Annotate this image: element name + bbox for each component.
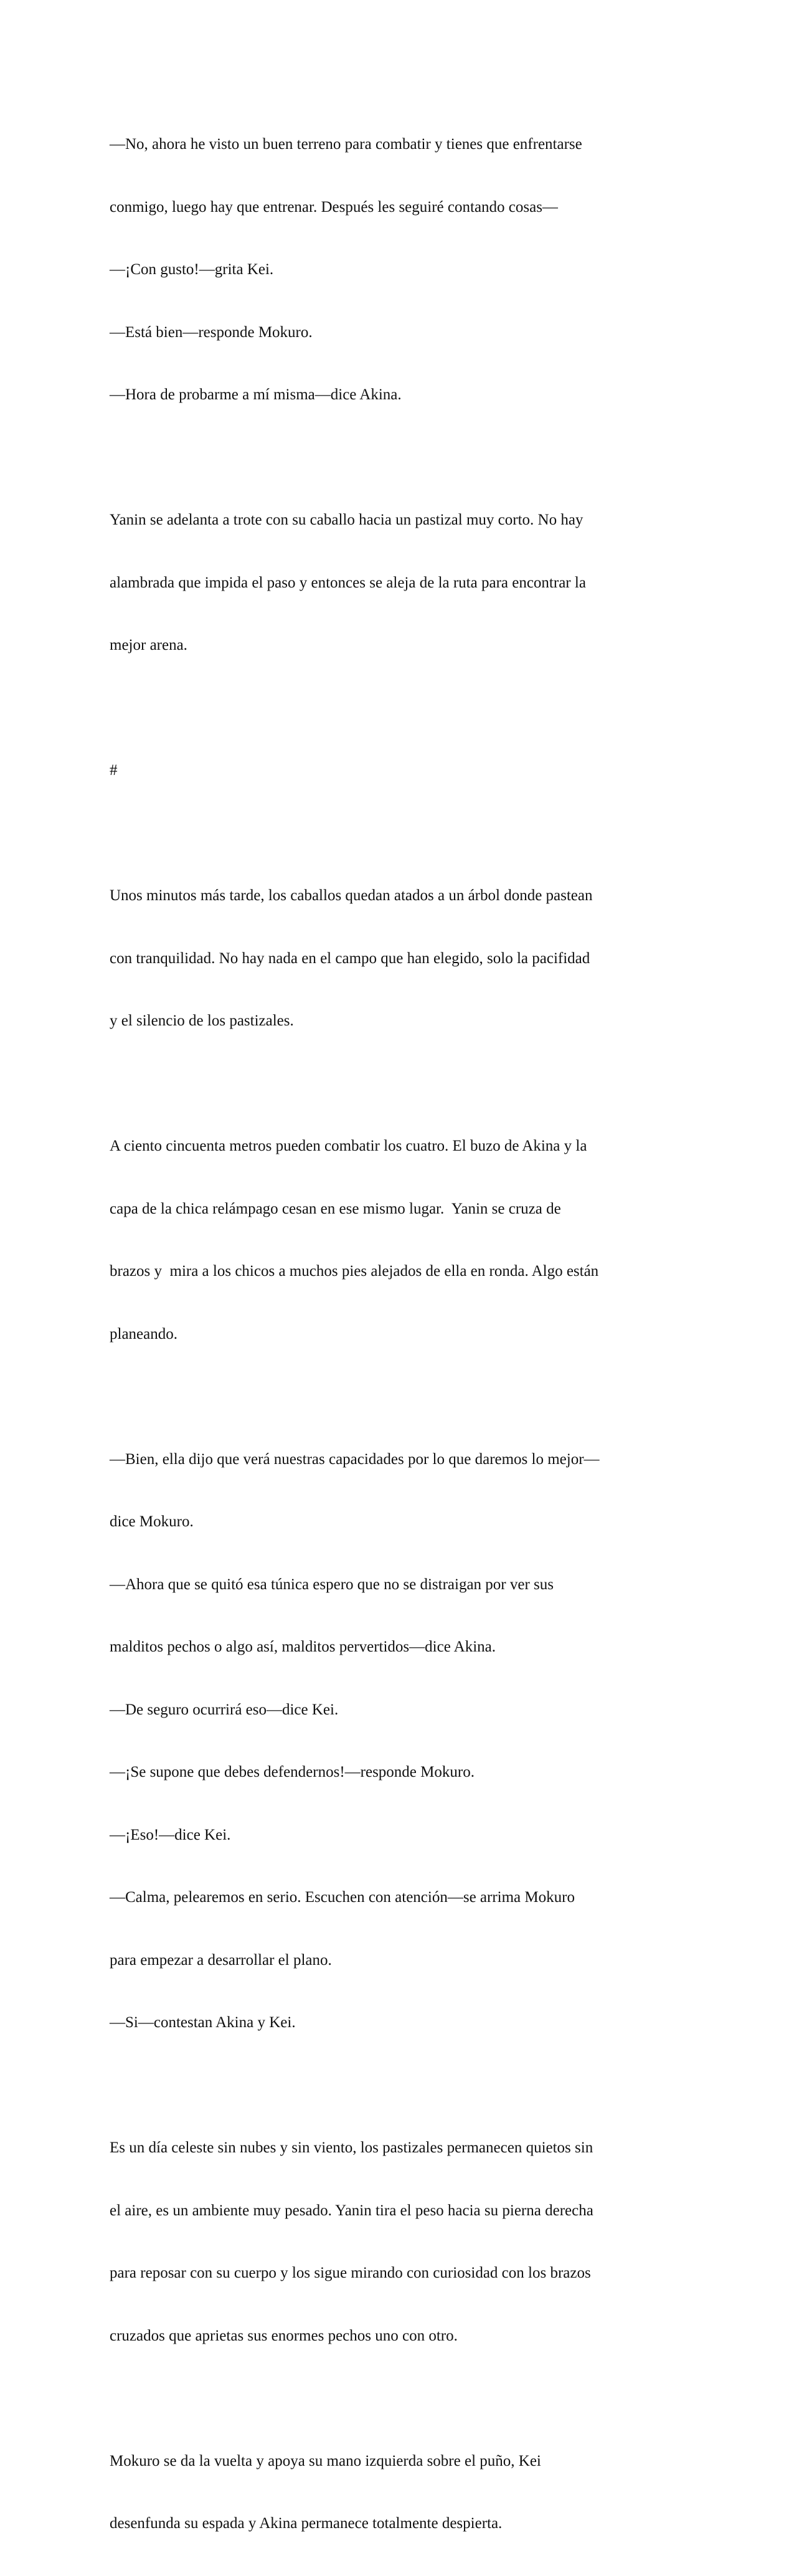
text-line: —¡Eso!—dice Kei. bbox=[110, 1826, 231, 1843]
text-line: y el silencio de los pastizales. bbox=[110, 1012, 294, 1029]
text-line: —¡Se supone que debes defendernos!—responde Mokuro. bbox=[110, 1764, 475, 1780]
text-line: —Hora de probarme a mí misma—dice Akina. bbox=[110, 386, 402, 403]
text-line: Yanin se adelanta a trote con su caballo hacia un pastizal muy corto. No hay bbox=[110, 511, 584, 528]
blank-line bbox=[110, 2388, 689, 2409]
text-line: dice Mokuro. bbox=[110, 1513, 194, 1530]
text-line: A ciento cincuenta metros pueden combatir los cuatro. El buzo de Akina y la bbox=[110, 1138, 587, 1154]
text-line: cruzados que aprietas sus enormes pechos uno con otro. bbox=[110, 2327, 458, 2344]
text-line: alambrada que impida el paso y entonces se aleja de la ruta para encontrar la bbox=[110, 574, 586, 591]
blank-line bbox=[110, 1073, 689, 1095]
text-line: el aire, es un ambiente muy pesado. Yanin tira el peso hacia su pierna derecha bbox=[110, 2202, 593, 2219]
text-line: conmigo, luego hay que entrenar. Después les seguiré contando cosas— bbox=[110, 198, 558, 216]
text-line: planeando. bbox=[110, 1325, 177, 1343]
blank-line bbox=[110, 447, 689, 468]
text-line: capa de la chica relámpago cesan en ese mismo lugar. Yanin se cruza de bbox=[110, 1200, 561, 1217]
text-line: desenfunda su espada y Akina permanece totalmente despierta. bbox=[110, 2515, 503, 2532]
text-line: —Bien, ella dijo que verá nuestras capacidades por lo que daremos lo mejor— bbox=[110, 1450, 600, 1468]
text-line: malditos pechos o algo así, malditos pervertidos—dice Akina. bbox=[110, 1638, 496, 1655]
blank-line bbox=[110, 698, 689, 719]
text-line: con tranquilidad. No hay nada en el campo que han elegido, solo la pacifidad bbox=[110, 949, 590, 967]
blank-line bbox=[110, 1386, 689, 1407]
text-line: —Está bien—responde Mokuro. bbox=[110, 323, 313, 341]
text-line: para reposar con su cuerpo y los sigue mirando con curiosidad con los brazos bbox=[110, 2265, 591, 2281]
text-line: Es un día celeste sin nubes y sin viento, los pastizales permanecen quietos sin bbox=[110, 2139, 593, 2156]
text-line: —¡Con gusto!—grita Kei. bbox=[110, 261, 274, 278]
text-line: Unos minutos más tarde, los caballos quedan atados a un árbol donde pastean bbox=[110, 887, 593, 904]
blank-line bbox=[110, 823, 689, 844]
text-line: —Ahora que se quitó esa túnica espero que no se distraigan por ver sus bbox=[110, 1576, 554, 1593]
blank-line bbox=[110, 2075, 689, 2096]
text-line: brazos y mira a los chicos a muchos pies alejados de ella en ronda. Algo están bbox=[110, 1263, 599, 1280]
text-line: —De seguro ocurrirá eso—dice Kei. bbox=[110, 1701, 339, 1718]
text-line: —Calma, pelearemos en serio. Escuchen con atención—se arrima Mokuro bbox=[110, 1889, 575, 1906]
body-text bbox=[110, 92, 689, 2576]
text-line: —Si—contestan Akina y Kei. bbox=[110, 2014, 296, 2031]
text-line: —No, ahora he visto un buen terreno para combatir y tienes que enfrentarse bbox=[110, 136, 582, 153]
text-line: para empezar a desarrollar el plano. bbox=[110, 1951, 332, 1969]
section-break: # bbox=[110, 762, 118, 779]
text-line: mejor arena. bbox=[110, 637, 187, 654]
text-line: Mokuro se da la vuelta y apoya su mano izquierda sobre el puño, Kei bbox=[110, 2452, 541, 2469]
